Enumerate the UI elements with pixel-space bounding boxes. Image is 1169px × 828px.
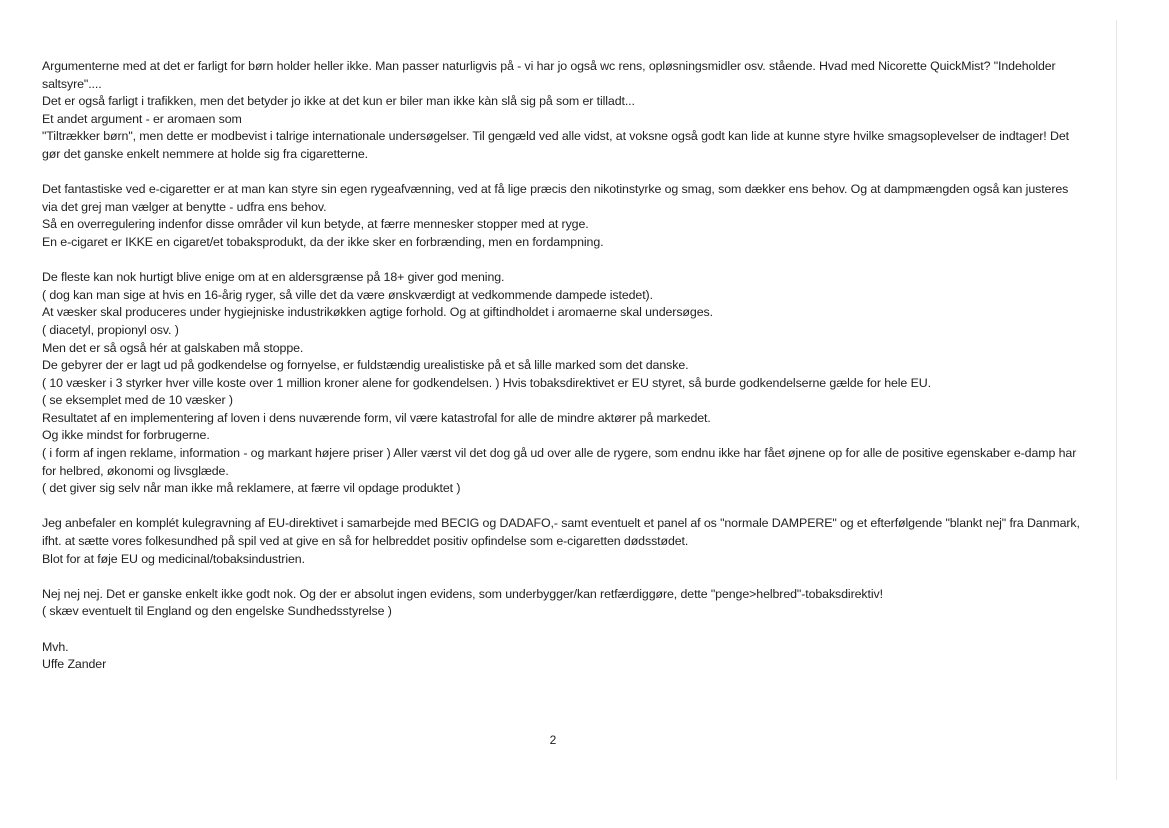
text-line: Blot for at føje EU og medicinal/tobaksindustrien. (42, 551, 305, 566)
text-line: ( i form af ingen reklame, information - og markant højere priser ) Aller værst vil det dog gå ud over alle de rygere, som endnu ikke har fået øjnene op for alle de positive egenskaber e-damp har for helbred, økonomi og livsglæde. (42, 446, 1077, 478)
paragraph-arguments-children (42, 58, 1082, 164)
text-line: ( skæv eventuelt til England og den engelske Sundhedsstyrelse ) (42, 604, 392, 619)
paragraph-regulation (42, 269, 1082, 498)
text-line: De gebyrer der er lagt ud på godkendelse og fornyelse, er fuldstændig urealistiske på et så lille marked som det danske. (42, 358, 689, 373)
text-line: Resultatet af en implementering af loven i dens nuværende form, vil være katastrofal for alle de mindre aktører på markedet. (42, 410, 711, 425)
text-line: De fleste kan nok hurtigt blive enige om at en aldersgrænse på 18+ giver god mening. (42, 270, 505, 285)
text-line: ( 10 væsker i 3 styrker hver ville koste over 1 million kroner alene for godkendelsen. ) Hvis tobaksdirektivet er EU styret, så burde godkendelserne gælde for hele EU. (42, 375, 931, 390)
page-number: 2 (549, 733, 557, 747)
text-line: At væsker skal produceres under hygiejniske industrikøkken agtige forhold. Og at giftindholdet i aromaerne skal undersøges. (42, 305, 713, 320)
paragraph-conclusion (42, 586, 1082, 621)
text-line: ( diacetyl, propionyl osv. ) (42, 322, 179, 337)
sign-off: Mvh. (42, 639, 69, 654)
text-line: Argumenterne med at det er farligt for børn holder heller ikke. Man passer naturligvis på - vi har jo også wc rens, opløsningsmidler osv. stående. Hvad med Nicorette QuickMist? "Indeholder saltsyre".... (42, 59, 1056, 91)
text-line: Det er også farligt i trafikken, men det betyder jo ikke at det kun er biler man ikke kàn slå sig på som er tilladt... (42, 94, 635, 109)
author-name: Uffe Zander (42, 657, 107, 672)
text-line: ( det giver sig selv når man ikke må reklamere, at færre vil opdage produktet ) (42, 481, 461, 496)
text-line: Men det er så også hér at galskaben må stoppe. (42, 340, 304, 355)
text-line: "Tiltrækker børn", men dette er modbevist i talrige internationale undersøgelser. Til gengæld ved alle vidst, at voksne også godt kan lide at kunne styre hvilke smagsoplevelser de indtager! Det gør det ganske enkelt nemmere at holde sig fra cigaretterne. (42, 129, 1069, 161)
text-line: En e-cigaret er IKKE en cigaret/et tobaksprodukt, da der ikke sker en forbrænding, men en fordampning. (42, 234, 604, 249)
text-line: Nej nej nej. Det er ganske enkelt ikke godt nok. Og der er absolut ingen evidens, som underbygger/kan retfærdiggøre, dette "penge>helbred"-tobaksdirektiv! (42, 586, 883, 601)
text-line: Og ikke mindst for forbrugerne. (42, 428, 210, 443)
text-line: ( se eksemplet med de 10 væsker ) (42, 393, 233, 408)
scan-edge-divider (1116, 20, 1117, 780)
text-line: Det fantastiske ved e-cigaretter er at man kan styre sin egen rygeafvænning, ved at få lige præcis den nikotinstyrke og smag, som dækker ens behov. Og at dampmængden også kan justeres via det grej man vælger at benytte - udfra ens behov. (42, 182, 1069, 214)
text-line: ( dog kan man sige at hvis en 16-årig ryger, så ville det da være ønskværdigt at vedkommende dampede istedet). (42, 287, 653, 302)
text-line: Så en overregulering indenfor disse områder vil kun betyde, at færre mennesker stopper med at ryge. (42, 217, 589, 232)
paragraph-e-cigarette-benefits (42, 181, 1082, 251)
text-line: Et andet argument - er aromaen som (42, 111, 242, 126)
letter-body (42, 58, 1082, 674)
paragraph-recommendation (42, 515, 1082, 568)
text-line: Jeg anbefaler en komplét kulegravning af EU-direktivet i samarbejde med BECIG og DADAFO,- samt eventuelt et panel af os "normale DAMPERE" og et efterfølgende "blankt nej" fra Danmark, ifht. at sætte vores folkesundhed på spil ved at give en så for helbreddet positiv opfindelse som e-cigaretten dødsstødet. (42, 516, 1080, 549)
signature-block (42, 639, 1082, 674)
